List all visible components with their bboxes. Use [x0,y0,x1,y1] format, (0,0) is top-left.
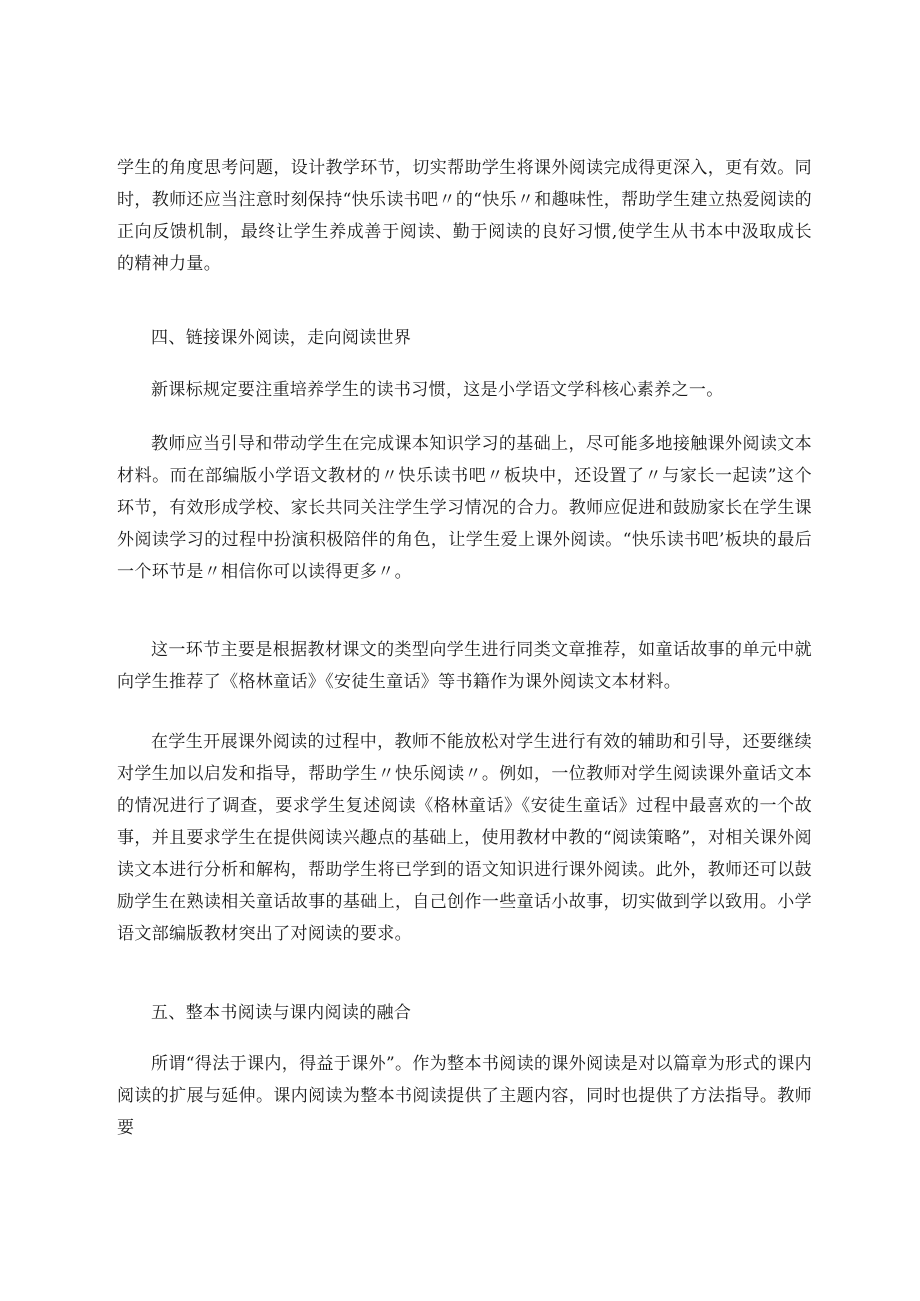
section-heading-5: 五、整本书阅读与课内阅读的融合 [151,1003,412,1023]
paragraph-continuation: 学生的角度思考问题，设计教学环节，切实帮助学生将课外阅读完成得更深入，更有效。同时，教师还应当注意时刻保持“快乐读书吧〃的“快乐〃和趣味性，帮助学生建立热爱阅读的正向反馈机制，最终让学生养成善于阅读、勤于阅读的良好习惯,使学生从书本中汲取成长的精神力量。 [117,158,812,274]
paragraph: 所谓“得法于课内，得益于课外”。作为整本书阅读的课外阅读是对以篇章为形式的课内阅读的扩展与延伸。课内阅读为整本书阅读提供了主题内容，同时也提供了方法指导。教师要 [117,1054,812,1138]
paragraph: 教师应当引导和带动学生在完成课本知识学习的基础上，尽可能多地接触课外阅读文本材料。而在部编版小学语文教材的〃快乐读书吧〃板块中，还设置了〃与家长一起读”这个环节，有效形成学校、家长共同关注学生学习情况的合力。教师应促进和鼓励家长在学生课外阅读学习的过程中扮演积极陪伴的角色，让学生爱上课外阅读。“快乐读书吧’板块的最后一个环节是〃相信你可以读得更多〃。 [117,434,812,582]
section-heading-4: 四、链接课外阅读，走向阅读世界 [151,328,412,348]
paragraph: 这一环节主要是根据教材课文的类型向学生进行同类文章推荐，如童话故事的单元中就向学生推荐了《格林童话》《安徒生童话》等书籍作为课外阅读文本材料。 [117,640,812,692]
paragraph: 新课标规定要注重培养学生的读书习惯，这是小学语文学科核心素养之一。 [151,380,724,400]
paragraph: 在学生开展课外阅读的过程中，教师不能放松对学生进行有效的辅助和引导，还要继续对学生加以启发和指导，帮助学生〃快乐阅读〃。例如，一位教师对学生阅读课外童话文本的情况进行了调查，要求学生复述阅读《格林童话》《安徒生童话》过程中最喜欢的一个故事，并且要求学生在提供阅读兴趣点的基础上，使用教材中教的“阅读策略”，对相关课外阅读文本进行分析和解构，帮助学生将已学到的语文知识进行课外阅读。此外，教师还可以鼓励学生在熟读相关童话故事的基础上，自己创作一些童话小故事，切实做到学以致用。小学语文部编版教材突出了对阅读的要求。 [117,732,812,944]
